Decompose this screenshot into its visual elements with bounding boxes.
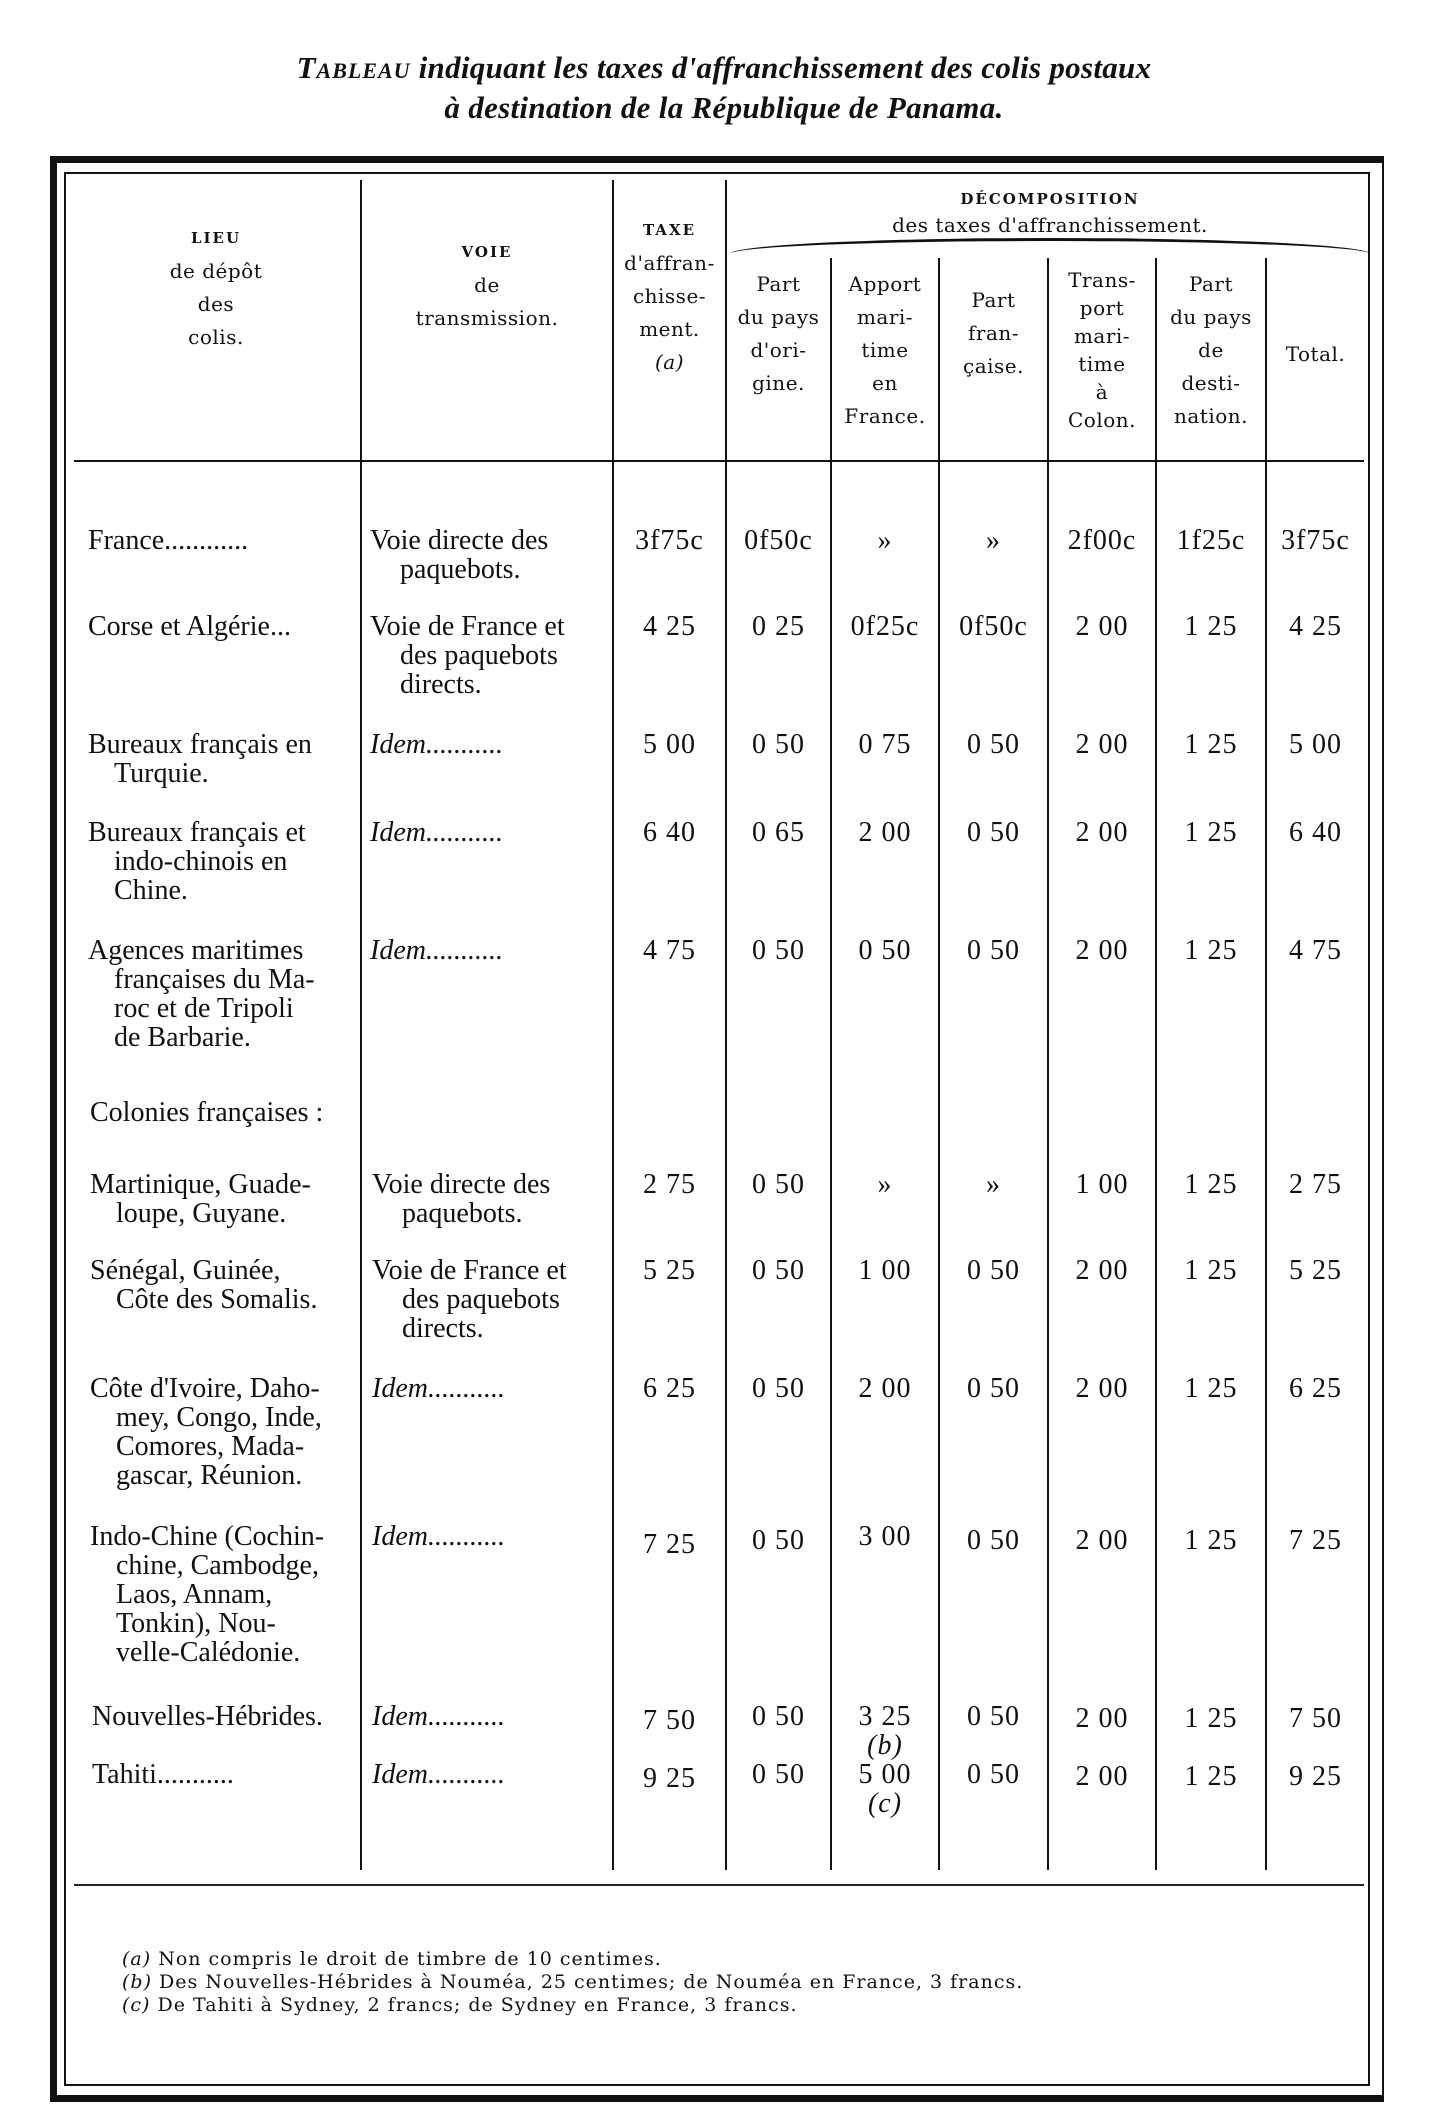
- row-lieu: Martinique, Guade-: [90, 1169, 311, 1200]
- row-taxe: 4 25: [643, 611, 696, 642]
- row-taxe: 2 75: [643, 1169, 696, 1200]
- row-total: 5 25: [1289, 1255, 1342, 1286]
- row-taxe: 6 40: [643, 817, 696, 848]
- col-separator: [1047, 258, 1049, 1870]
- row-origine: 0 50: [752, 729, 805, 760]
- table-row: Agences maritimes françaises du Ma- roc et de Tripoli de Barbarie.: [88, 935, 315, 1053]
- row-francaise: 0 50: [967, 1525, 1020, 1556]
- row-origine: 0 65: [752, 817, 805, 848]
- row-francaise: 0 50: [967, 1255, 1020, 1286]
- table-row: [88, 526, 350, 555]
- row-origine: 0 50: [752, 1759, 805, 1790]
- header-apport-maritime: Apport mari- time en France.: [844, 272, 926, 428]
- row-total: 4 25: [1289, 611, 1342, 642]
- row-destination: 1 25: [1184, 1525, 1238, 1556]
- row-taxe: 9 25: [643, 1763, 696, 1794]
- table-row: Bureaux français en Turquie.: [88, 729, 312, 789]
- row-total: 7 50: [1289, 1703, 1342, 1734]
- row-voie: Idem...........: [370, 817, 503, 848]
- row-taxe: 5 25: [643, 1255, 696, 1286]
- row-francaise: »: [986, 1169, 1001, 1200]
- row-francaise: 0 50: [967, 1373, 1020, 1404]
- row-voie: Idem...........: [370, 935, 503, 966]
- row-lieu: Indo-Chine (Cochin-: [90, 1521, 325, 1552]
- header-transport-maritime: Trans- port mari- time à Colon.: [1067, 268, 1137, 432]
- row-francaise: 0f50c: [959, 611, 1028, 642]
- row-destination: 1 25: [1184, 729, 1238, 760]
- row-voie: Idem...........: [372, 1521, 505, 1552]
- row-transport: 2 00: [1075, 1373, 1129, 1404]
- row-origine: 0 50: [752, 1701, 805, 1732]
- header-rule: [74, 460, 1364, 462]
- col-separator: [360, 180, 362, 1870]
- row-lieu: Bureaux français et: [88, 817, 306, 848]
- header-lieu: LIEU de dépôt des colis.: [169, 229, 263, 349]
- row-apport: 0f25c: [850, 611, 920, 642]
- row-voie: Voie de France et des paquebots directs.: [372, 1255, 567, 1344]
- row-apport: 0 50: [858, 935, 912, 966]
- title-line-2: à destination de la République de Panama.: [444, 90, 1004, 125]
- row-lieu: Côte d'Ivoire, Daho-: [90, 1373, 320, 1404]
- row-lieu: Corse et Algérie...: [88, 611, 291, 642]
- row-apport: 0 75: [858, 729, 912, 760]
- row-francaise: 0 50: [967, 729, 1020, 760]
- table-row: Côte d'Ivoire, Daho- mey, Congo, Inde, Comores, Mada- gascar, Réunion.: [90, 1373, 322, 1491]
- header-taxe: TAXE d'affran- chisse- ment. (a): [624, 221, 715, 374]
- row-apport: »: [877, 1169, 893, 1200]
- row-voie: Voie directe des paquebots.: [370, 525, 549, 585]
- col-separator: [1265, 258, 1267, 1870]
- row-origine: 0 25: [752, 611, 805, 642]
- row-taxe: 3f75c: [635, 525, 704, 556]
- row-total: 6 40: [1289, 817, 1342, 848]
- table-row: Martinique, Guade- loupe, Guyane.: [90, 1169, 311, 1229]
- row-origine: 0 50: [752, 935, 805, 966]
- row-lieu: Nouvelles-Hébrides.: [92, 1701, 323, 1732]
- row-apport: 5 00 (c): [832, 1760, 938, 1818]
- row-destination: 1 25: [1184, 611, 1238, 642]
- row-transport: 2 00: [1075, 1255, 1129, 1286]
- row-voie: Idem...........: [372, 1759, 505, 1790]
- row-francaise: 0 50: [967, 1759, 1020, 1790]
- footnote-ref: (b): [867, 1730, 903, 1761]
- col-separator: [830, 258, 832, 1870]
- row-voie: Idem...........: [370, 729, 503, 760]
- row-total: 2 75: [1289, 1169, 1342, 1200]
- header-part-origine: Part du pays d'ori- gine.: [737, 272, 820, 395]
- row-origine: 0 50: [752, 1255, 805, 1286]
- row-apport: 2 00: [858, 817, 912, 848]
- table-row: Indo-Chine (Cochin- chine, Cambodge, Laos, Annam, Tonkin), Nou- velle-Calédonie.: [90, 1521, 325, 1668]
- row-destination: 1 25: [1184, 1255, 1238, 1286]
- page-title: [0, 48, 1448, 128]
- row-taxe: 7 25: [643, 1529, 696, 1560]
- row-destination: 1 25: [1184, 1703, 1238, 1734]
- row-francaise: 0 50: [967, 817, 1020, 848]
- header-total: Total.: [1285, 342, 1346, 366]
- row-voie: Voie directe des paquebots.: [372, 1169, 551, 1229]
- row-taxe: 5 00: [643, 729, 696, 760]
- row-transport: 2 00: [1075, 611, 1129, 642]
- row-lieu: Tahiti...........: [92, 1759, 234, 1790]
- row-destination: 1 25: [1184, 1761, 1238, 1792]
- row-total: 9 25: [1289, 1761, 1342, 1792]
- row-francaise: 0 50: [967, 935, 1020, 966]
- row-francaise: 0 50: [967, 1701, 1020, 1732]
- row-transport: 2 00: [1075, 1761, 1129, 1792]
- footnote-a: (a) Non compris le droit de timbre de 10 centimes.: [122, 1948, 662, 1970]
- row-transport: 2 00: [1075, 1525, 1129, 1556]
- row-lieu: Bureaux français en: [88, 729, 312, 760]
- row-destination: 1 25: [1184, 935, 1238, 966]
- table-row: Bureaux français et indo-chinois en Chine.: [88, 817, 306, 906]
- row-transport: 2 00: [1075, 729, 1129, 760]
- row-taxe: 7 50: [643, 1705, 696, 1736]
- title-line-1-rest: indiquant les taxes d'affranchissement des colis postaux: [418, 50, 1152, 85]
- row-lieu: Sénégal, Guinée,: [90, 1255, 281, 1286]
- header-voie: VOIE de transmission.: [415, 243, 559, 330]
- table-row: [88, 612, 350, 641]
- col-separator: [612, 180, 614, 1870]
- row-francaise: »: [986, 525, 1001, 556]
- header-decomposition: DÉCOMPOSITION des taxes d'affranchissement.: [892, 190, 1208, 237]
- row-transport: 1 00: [1075, 1169, 1129, 1200]
- header-part-destination: Part du pays de desti- nation.: [1170, 272, 1252, 428]
- row-taxe: 6 25: [643, 1373, 696, 1404]
- row-transport: 2f00c: [1067, 525, 1137, 556]
- row-total: 6 25: [1289, 1373, 1342, 1404]
- row-total: 3f75c: [1281, 525, 1350, 556]
- col-separator: [1155, 258, 1157, 1870]
- row-lieu: France............: [88, 525, 249, 556]
- row-destination: 1 25: [1184, 817, 1238, 848]
- row-taxe: 4 75: [643, 935, 696, 966]
- footnote-c: (c) De Tahiti à Sydney, 2 francs; de Sydney en France, 3 francs.: [122, 1994, 798, 2016]
- header-part-francaise: Part fran- çaise.: [963, 288, 1024, 378]
- row-transport: 2 00: [1075, 817, 1129, 848]
- row-destination: 1f25c: [1176, 525, 1246, 556]
- title-line-1: [0, 48, 1448, 88]
- col-separator: [725, 180, 727, 1870]
- row-origine: 0f50c: [744, 525, 813, 556]
- row-apport: 3 25 (b): [832, 1702, 938, 1760]
- table-row: Sénégal, Guinée, Côte des Somalis.: [90, 1255, 318, 1315]
- row-transport: 2 00: [1075, 1703, 1129, 1734]
- row-apport: 1 00: [858, 1255, 912, 1286]
- row-apport: »: [877, 525, 893, 556]
- row-transport: 2 00: [1075, 935, 1129, 966]
- row-apport: 3 00: [858, 1521, 912, 1552]
- row-origine: 0 50: [752, 1525, 805, 1556]
- title-smallcaps: Tableau: [296, 50, 411, 85]
- table-row: [92, 1702, 354, 1731]
- row-voie: Voie de France et des paquebots directs.: [370, 611, 565, 700]
- row-apport: 2 00: [858, 1373, 912, 1404]
- row-voie: Idem...........: [372, 1373, 505, 1404]
- row-origine: 0 50: [752, 1373, 805, 1404]
- body-rule: [74, 1884, 1364, 1886]
- footnote-ref: (c): [867, 1788, 903, 1819]
- row-total: 5 00: [1289, 729, 1342, 760]
- row-destination: 1 25: [1184, 1373, 1238, 1404]
- row-total: 7 25: [1289, 1525, 1342, 1556]
- row-voie: Idem...........: [372, 1701, 505, 1732]
- col-separator: [938, 258, 940, 1870]
- section-heading: Colonies françaises :: [90, 1097, 324, 1128]
- row-total: 4 75: [1289, 935, 1342, 966]
- row-origine: 0 50: [752, 1169, 805, 1200]
- table-row: [92, 1760, 354, 1789]
- row-lieu: Agences maritimes: [88, 935, 304, 966]
- row-destination: 1 25: [1184, 1169, 1238, 1200]
- footnote-b: (b) Des Nouvelles-Hébrides à Nouméa, 25 centimes; de Nouméa en France, 3 francs.: [122, 1971, 1024, 1993]
- footnotes: [122, 1948, 1342, 2017]
